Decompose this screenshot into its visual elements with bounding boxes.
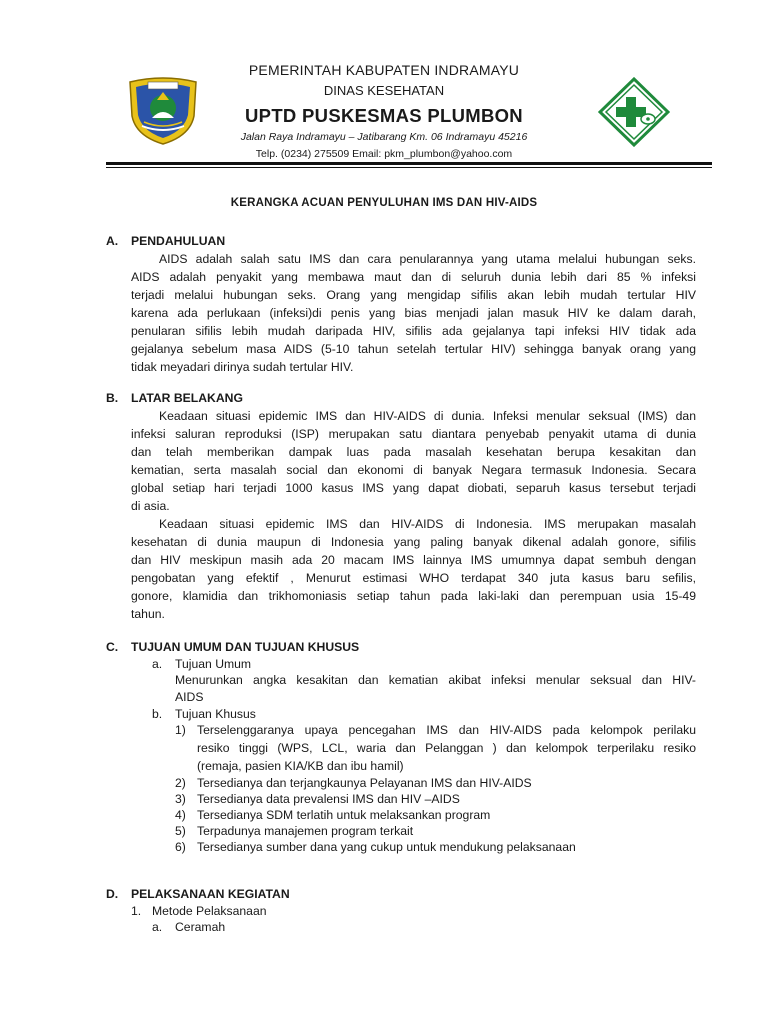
section-c-heading: TUJUAN UMUM DAN TUJUAN KHUSUS [131, 640, 360, 654]
section-c-sub-b-marker: b. [152, 707, 163, 721]
section-c-marker: C. [106, 640, 119, 654]
section-c-sub-b-label: Tujuan Khusus [175, 707, 256, 721]
goal-item-line: Terpadunya manajemen program terkait [197, 824, 414, 838]
header-government-line: PEMERINTAH KABUPATEN INDRAMAYU [248, 62, 520, 78]
section-b-line: Keadaan situasi epidemic IMS dan HIV-AIDS di Indonesia. IMS merupakan masalah [159, 517, 696, 531]
goal-item-line: Tersedianya SDM terlatih untuk melaksankan program [197, 808, 491, 822]
section-a-line: terjadi melalui hubungan seks. Orang yang mengidap sifilis akan lebih mudah tertular HIV [131, 288, 696, 302]
section-a-line: karena ada perlukaan (infeksi)di penis yang bias menjadi jalan masuk HIV ke dalam darah, [131, 306, 696, 320]
goal-item-number: 4) [175, 808, 186, 822]
goal-item-number: 6) [175, 840, 186, 854]
section-d-sub1-number: 1. [131, 904, 142, 918]
header-address: Jalan Raya Indramayu – Jatibarang Km. 06 Indramayu 45216 [240, 131, 528, 143]
header-institution-name: UPTD PUSKESMAS PLUMBON [245, 105, 523, 126]
section-c-sub-a-line: Menurunkan angka kesakitan dan kematian akibat infeksi menular seksual dan HIV- [175, 673, 696, 687]
section-b-marker: B. [106, 391, 119, 405]
section-b-line: gonore, klamidia dan trikhomoniasis setiap tahun pada laki-laki dan perempuan usia 15-49 [131, 589, 696, 603]
section-b-line: dan telah memberikan dampak luas pada masalah kesehatan berupa kesakitan dan [131, 445, 696, 459]
section-b-line: pengobatan yang efektif , Menurut estimasi WHO terdapat 340 juta kasus baru sefilis, [131, 571, 696, 585]
section-d-sub1a-label: Ceramah [175, 920, 226, 934]
header-department-line: DINAS KESEHATAN [323, 83, 445, 98]
section-a-marker: A. [106, 234, 119, 248]
section-d-marker: D. [106, 887, 119, 901]
letterhead-rule-thick [106, 162, 712, 165]
document-title: KERANGKA ACUAN PENYULUHAN IMS DAN HIV-AIDS [230, 197, 538, 209]
goal-item-number: 5) [175, 824, 186, 838]
section-b-line: tahun. [131, 607, 165, 621]
section-d-sub1-label: Metode Pelaksanaan [152, 904, 267, 918]
goal-item-line: Terselenggaranya upaya pencegahan IMS dan HIV-AIDS pada kelompok perilaku [197, 723, 696, 737]
section-b-line: di asia. [131, 499, 170, 513]
goal-item-number: 1) [175, 723, 186, 737]
section-b-line: Keadaan situasi epidemic IMS dan HIV-AIDS di dunia. Infeksi menular seksual (IMS) dan [159, 409, 696, 423]
goal-item-number: 2) [175, 776, 186, 790]
section-b-heading: LATAR BELAKANG [131, 391, 243, 405]
section-d-heading: PELAKSANAAN KEGIATAN [131, 887, 290, 901]
letterhead-rule-thin [106, 167, 712, 168]
section-b-line: global setiap hari terjadi 1000 kasus IMS yang dapat diobati, separuh kasus tersebut terjadi [131, 481, 696, 495]
section-b-line: kesehatan di dunia maupun di Indonesia yang paling banyak dikenal adalah gonore, sifilis [131, 535, 696, 549]
goal-item-line: Tersedianya dan terjangkaunya Pelayanan IMS dan HIV-AIDS [197, 776, 532, 790]
section-c-sub-a-line: AIDS [175, 690, 204, 704]
section-b-line: kematian, serta masalah social dan ekonomi di banyak Negara termasuk Indonesia. Secara [131, 463, 696, 477]
header-contact: Telp. (0234) 275509 Email: pkm_plumbon@yahoo.com [255, 148, 513, 160]
section-a-line: AIDS adalah salah satu IMS dan cara penularannya yang utama melalui hubungan seks. [159, 252, 696, 266]
section-b-line: dan HIV meskipun masih ada 20 macam IMS lainnya IMS umumnya dapat sembuh dengan [131, 553, 696, 567]
section-c-sub-a-marker: a. [152, 657, 163, 671]
goal-item-line: (remaja, pasien KIA/KB dan ibu hamil) [197, 759, 404, 773]
goal-item-line: Tersedianya sumber dana yang cukup untuk mendukung pelaksanaan [197, 840, 576, 854]
goal-item-number: 3) [175, 792, 186, 806]
section-a-heading: PENDAHULUAN [131, 234, 226, 248]
goal-item-line: resiko tinggi (WPS, LCL, waria dan Pelanggan ) dan kelompok terperilaku resiko [197, 741, 696, 755]
section-a-line: AIDS adalah penyakit yang membawa maut dan di seluruh dunia lebih dari 85 % infeksi [131, 270, 696, 284]
section-c-sub-a-label: Tujuan Umum [175, 657, 252, 671]
section-a-line: tidak meyadari dirinya sudah tertular HIV. [131, 360, 354, 374]
section-a-line: gejalanya sebelum masa AIDS (5-10 tahun setelah tertular HIV) sehingga banyak orang yang [131, 342, 696, 356]
section-b-line: infeksi saluran reproduksi (ISP) merupakan satu diantara penyebab penyakit utama di dunia [131, 427, 696, 441]
goal-item-line: Tersedianya data prevalensi IMS dan HIV –AIDS [197, 792, 460, 806]
section-a-line: penularan sifilis lebih mudah daripada HIV, sifilis ada gejalanya tapi infeksi HIV tidak ada [131, 324, 696, 338]
section-d-sub1a-marker: a. [152, 920, 163, 934]
